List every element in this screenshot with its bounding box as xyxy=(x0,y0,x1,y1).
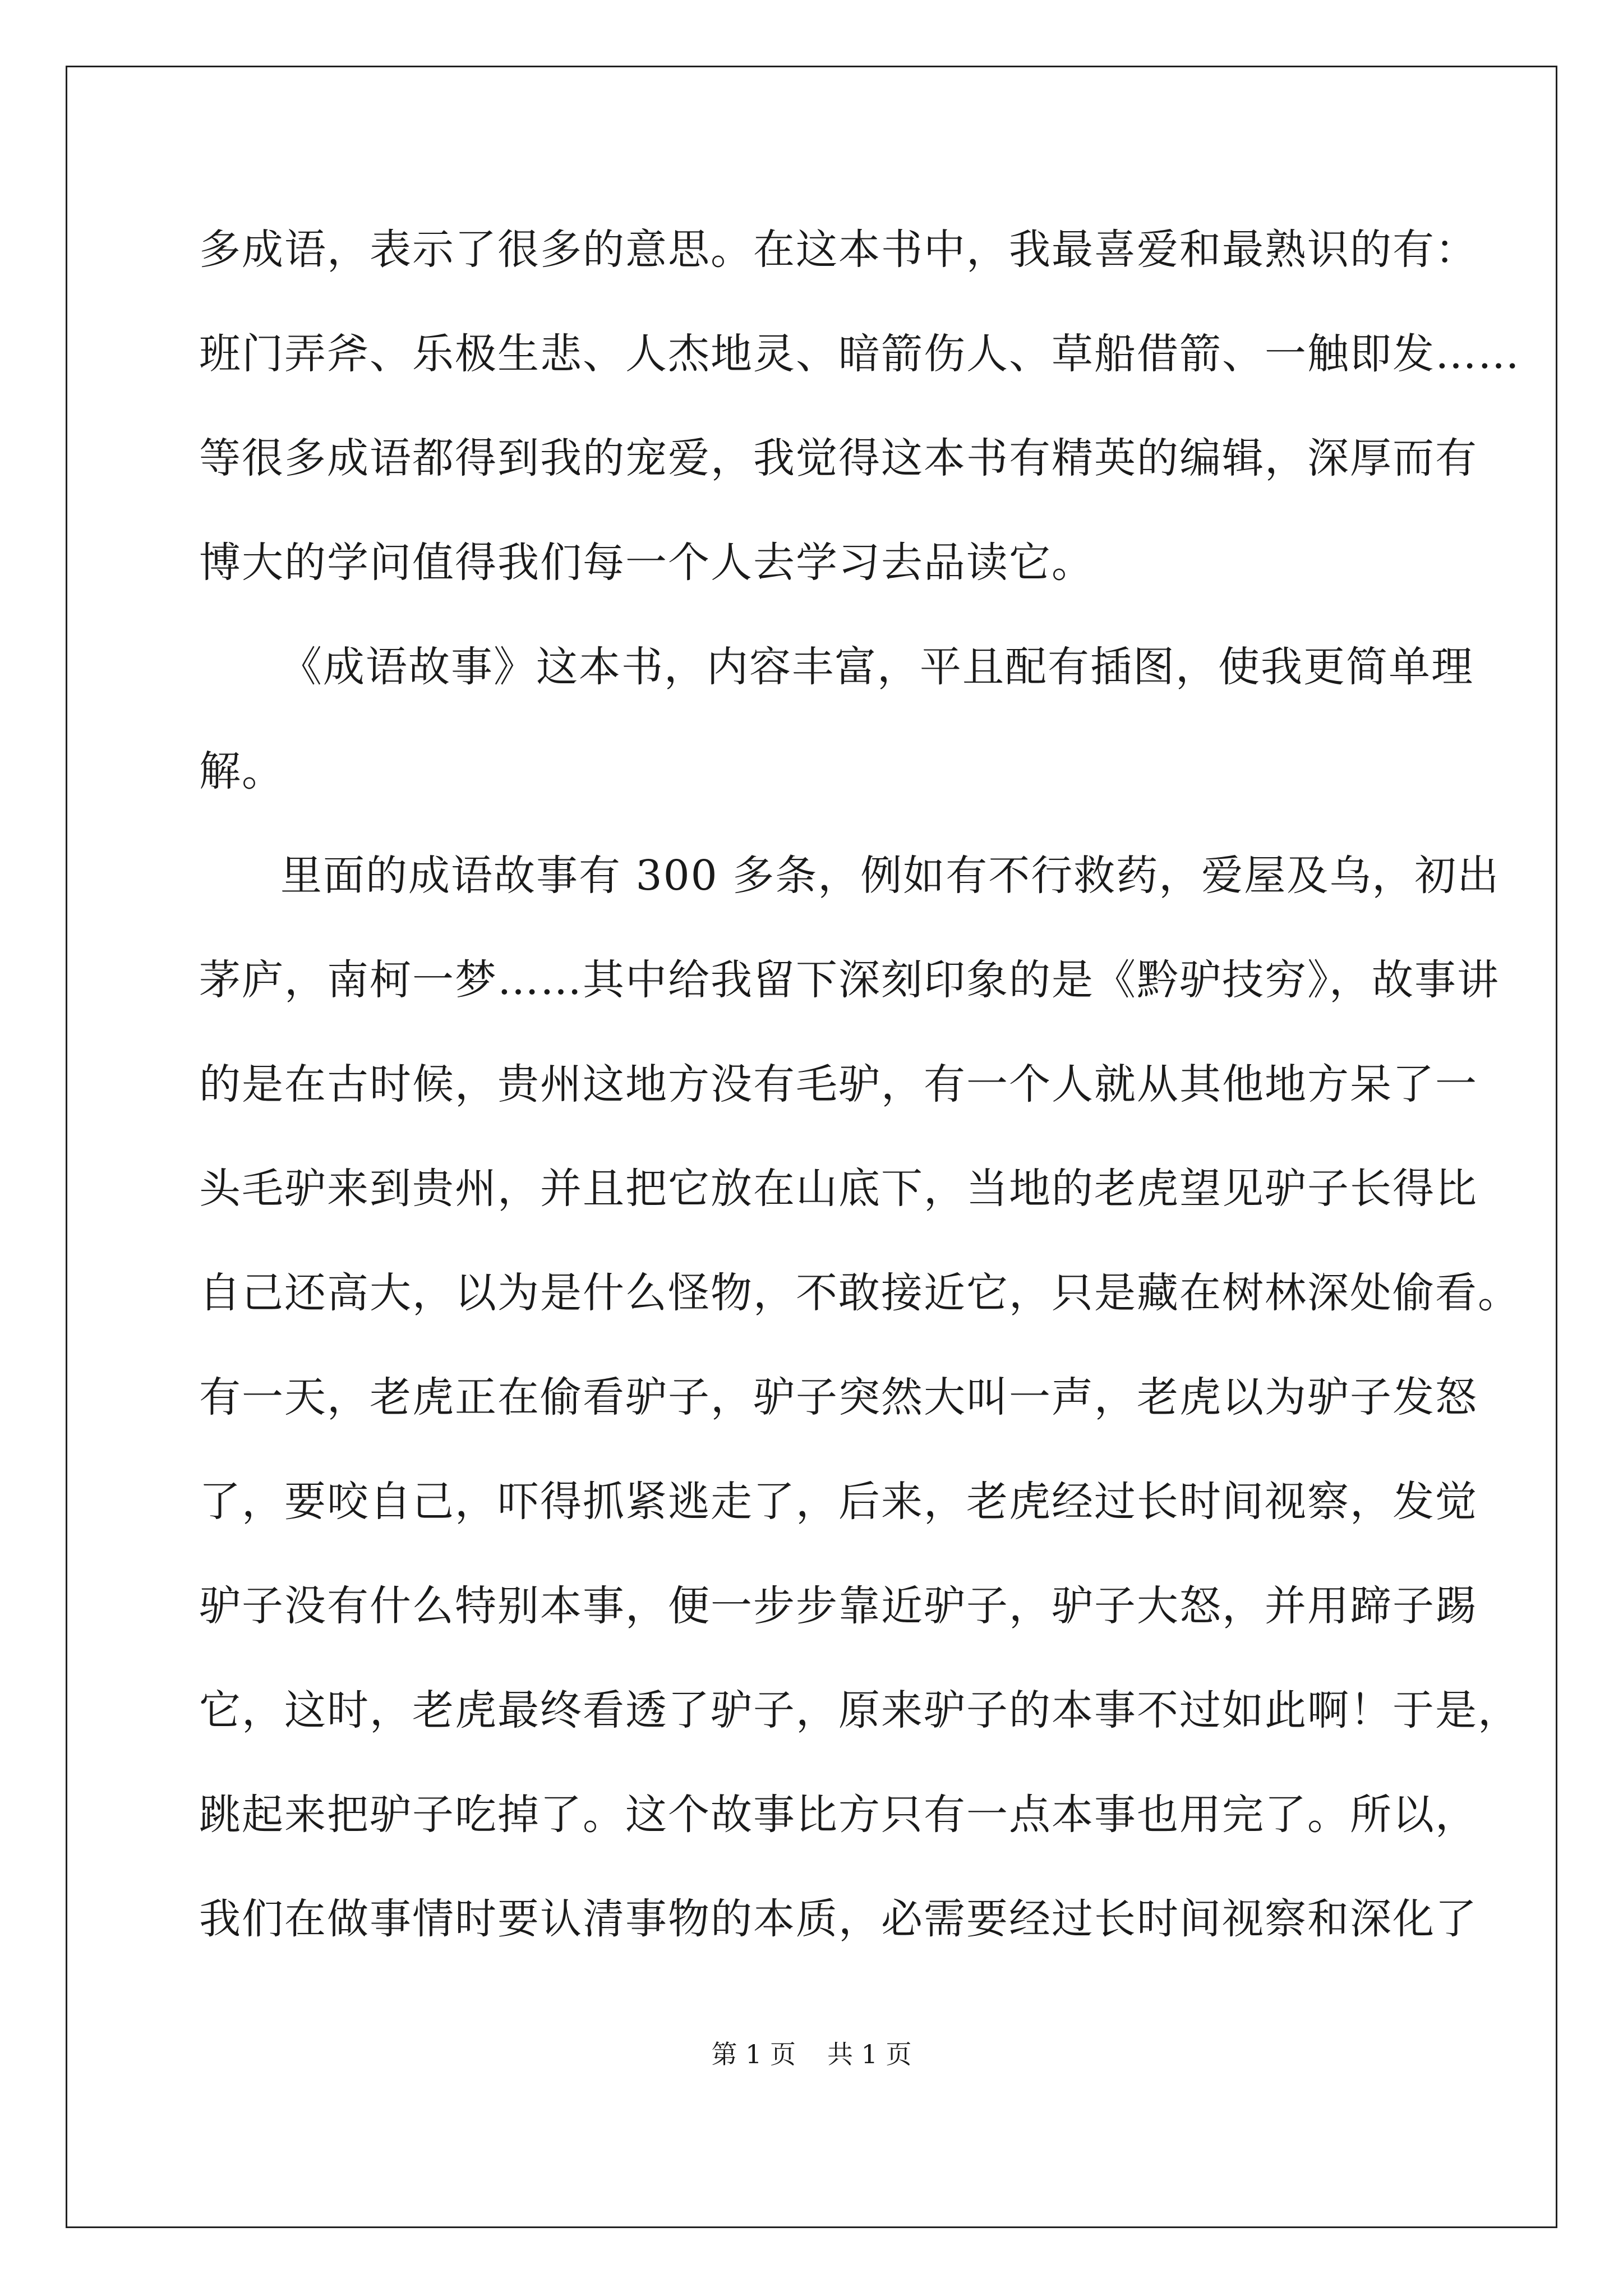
text-line-6: 解。 xyxy=(199,747,284,795)
text-line-11: 自己还高大，以为是什么怪物，不敢接近它，只是藏在树林深处偷看。 xyxy=(199,1269,1520,1317)
text-line-2: 班门弄斧、乐极生悲、人杰地灵、暗箭伤人、草船借箭、一触即发…… xyxy=(199,330,1520,378)
text-line-12: 有一天，老虎正在偷看驴子，驴子突然大叫一声，老虎以为驴子发怒 xyxy=(199,1373,1478,1421)
text-line-3: 等很多成语都得到我的宠爱，我觉得这本书有精英的编辑，深厚而有 xyxy=(199,434,1478,482)
text-line-10: 头毛驴来到贵州，并且把它放在山底下，当地的老虎望见驴子长得比 xyxy=(199,1165,1478,1213)
text-line-13: 了，要咬自己，吓得抓紧逃走了，后来，老虎经过长时间视察，发觉 xyxy=(199,1478,1478,1526)
page-number: 第 1 页 xyxy=(711,2039,796,2069)
text-line-14: 驴子没有什么特别本事，便一步步靠近驴子，驴子大怒，并用蹄子踢 xyxy=(199,1582,1478,1630)
text-line-17: 我们在做事情时要认清事物的本质，必需要经过长时间视察和深化了 xyxy=(199,1895,1478,1943)
text-line-16: 跳起来把驴子吃掉了。这个故事比方只有一点本事也用完了。所以， xyxy=(199,1791,1478,1839)
text-line-7: 里面的成语故事有 300 多条，例如有不行救药，爱屋及乌，初出 xyxy=(280,852,1500,900)
text-line-5: 《成语故事》这本书，内容丰富，平且配有插图，使我更简单理 xyxy=(280,643,1474,691)
text-line-4: 博大的学问值得我们每一个人去学习去品读它。 xyxy=(199,539,1094,587)
page-total: 共 1 页 xyxy=(827,2039,912,2069)
text-line-1: 多成语，表示了很多的意思。在这本书中，我最喜爱和最熟识的有： xyxy=(199,226,1478,274)
text-line-9: 的是在古时候，贵州这地方没有毛驴，有一个人就从其他地方呆了一 xyxy=(199,1060,1478,1108)
page-footer xyxy=(0,2037,1623,2071)
text-line-15: 它，这时，老虎最终看透了驴子，原来驴子的本事不过如此啊！于是， xyxy=(199,1686,1520,1734)
text-line-8: 茅庐，南柯一梦……其中给我留下深刻印象的是《黔驴技穷》，故事讲 xyxy=(199,956,1500,1004)
